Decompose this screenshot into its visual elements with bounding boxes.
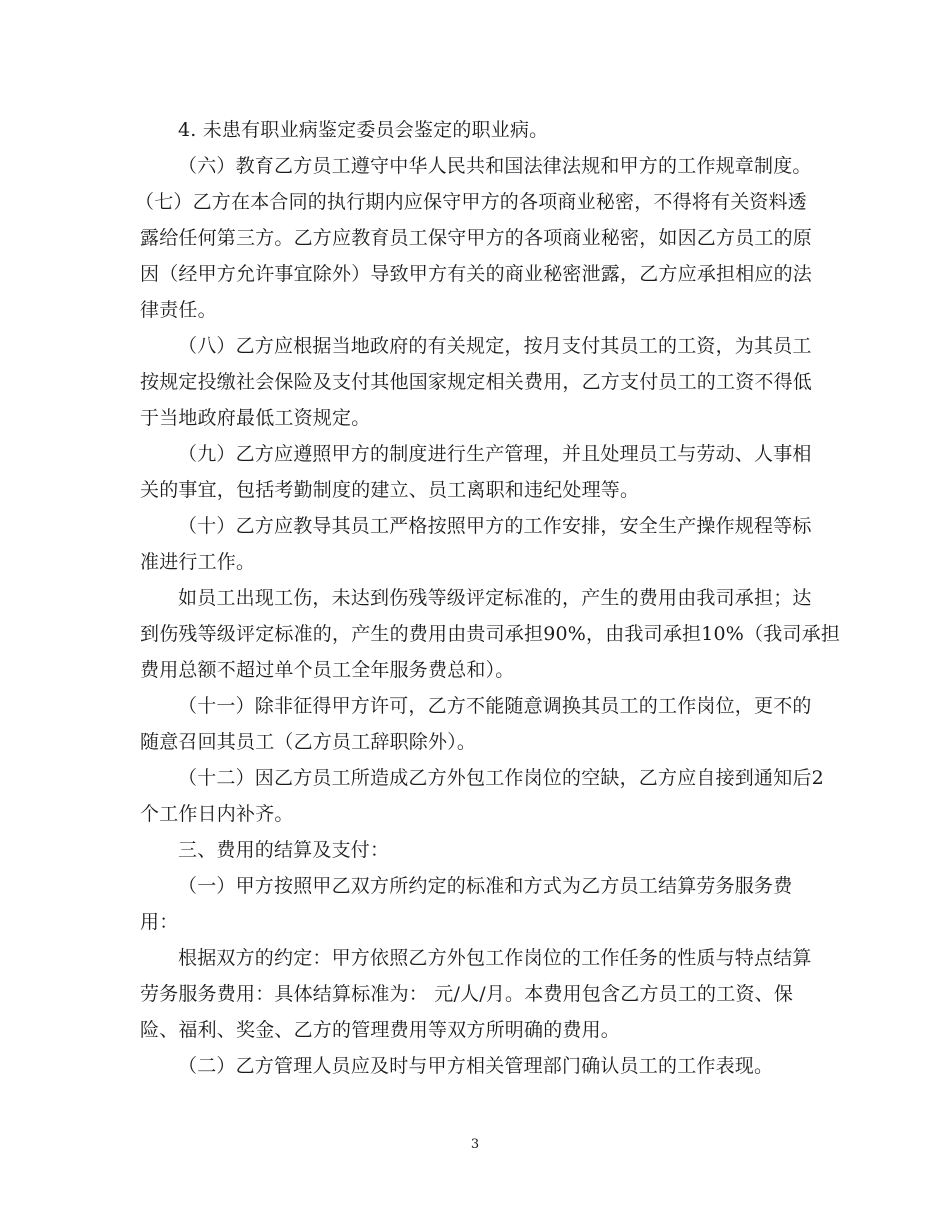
text-line: （六）教育乙方员工遵守中华人民共和国法律法规和甲方的工作规章制度。 xyxy=(178,155,812,177)
text-line: （七）乙方在本合同的执行期内应保守甲方的各项商业秘密，不得将有关资料透 xyxy=(135,191,808,213)
text-line: 4. 未患有职业病鉴定委员会鉴定的职业病。 xyxy=(178,119,549,141)
text-line: 根据双方的约定：甲方依照乙方外包工作岗位的工作任务的性质与特点结算 xyxy=(178,947,812,969)
text-line: 如员工出现工伤，未达到伤残等级评定标准的，产生的费用由我司承担；达 xyxy=(178,587,812,609)
text-line: （九）乙方应遵照甲方的制度进行生产管理，并且处理员工与劳动、人事相 xyxy=(178,443,812,465)
text-line: 因（经甲方允许事宜除外）导致甲方有关的商业秘密泄露，乙方应承担相应的法 xyxy=(140,263,813,285)
text-line: 关的事宜，包括考勤制度的建立、员工离职和违纪处理等。 xyxy=(140,479,640,501)
text-line: 个工作日内补齐。 xyxy=(140,803,294,825)
text-line: （八）乙方应根据当地政府的有关规定，按月支付其员工的工资，为其员工 xyxy=(178,335,812,357)
text-line: 险、福利、奖金、乙方的管理费用等双方所明确的费用。 xyxy=(140,1019,621,1041)
section-heading: 三、费用的结算及支付： xyxy=(178,839,390,861)
text-line: （十）乙方应教导其员工严格按照甲方的工作安排，安全生产操作规程等标 xyxy=(178,515,812,537)
text-line: 用： xyxy=(140,911,179,933)
text-line: 于当地政府最低工资规定。 xyxy=(140,407,371,429)
text-line: 到伤残等级评定标准的，产生的费用由贵司承担90%，由我司承担10%（我司承担 xyxy=(140,623,841,645)
text-line: 律责任。 xyxy=(140,299,217,321)
text-line: （十一）除非征得甲方许可，乙方不能随意调换其员工的工作岗位，更不的 xyxy=(178,695,812,717)
text-line: 按规定投缴社会保险及支付其他国家规定相关费用，乙方支付员工的工资不得低 xyxy=(140,371,813,393)
text-line: （十二）因乙方员工所造成乙方外包工作岗位的空缺，乙方应自接到通知后2 xyxy=(178,767,824,789)
text-line: 费用总额不超过单个员工全年服务费总和）。 xyxy=(140,659,515,681)
text-line: 随意召回其员工（乙方员工辞职除外）。 xyxy=(140,731,477,753)
page-number: 3 xyxy=(470,1137,480,1152)
text-line: 劳务服务费用：具体结算标准为： 元/人/月。本费用包含乙方员工的工资、保 xyxy=(140,983,794,1005)
text-line: （二）乙方管理人员应及时与甲方相关管理部门确认员工的工作表现。 xyxy=(178,1055,774,1077)
text-line: 准进行工作。 xyxy=(140,551,256,573)
text-line: （一）甲方按照甲乙双方所约定的标准和方式为乙方员工结算劳务服务费 xyxy=(178,875,793,897)
text-line: 露给任何第三方。乙方应教育员工保守甲方的各项商业秘密，如因乙方员工的原 xyxy=(140,227,813,249)
